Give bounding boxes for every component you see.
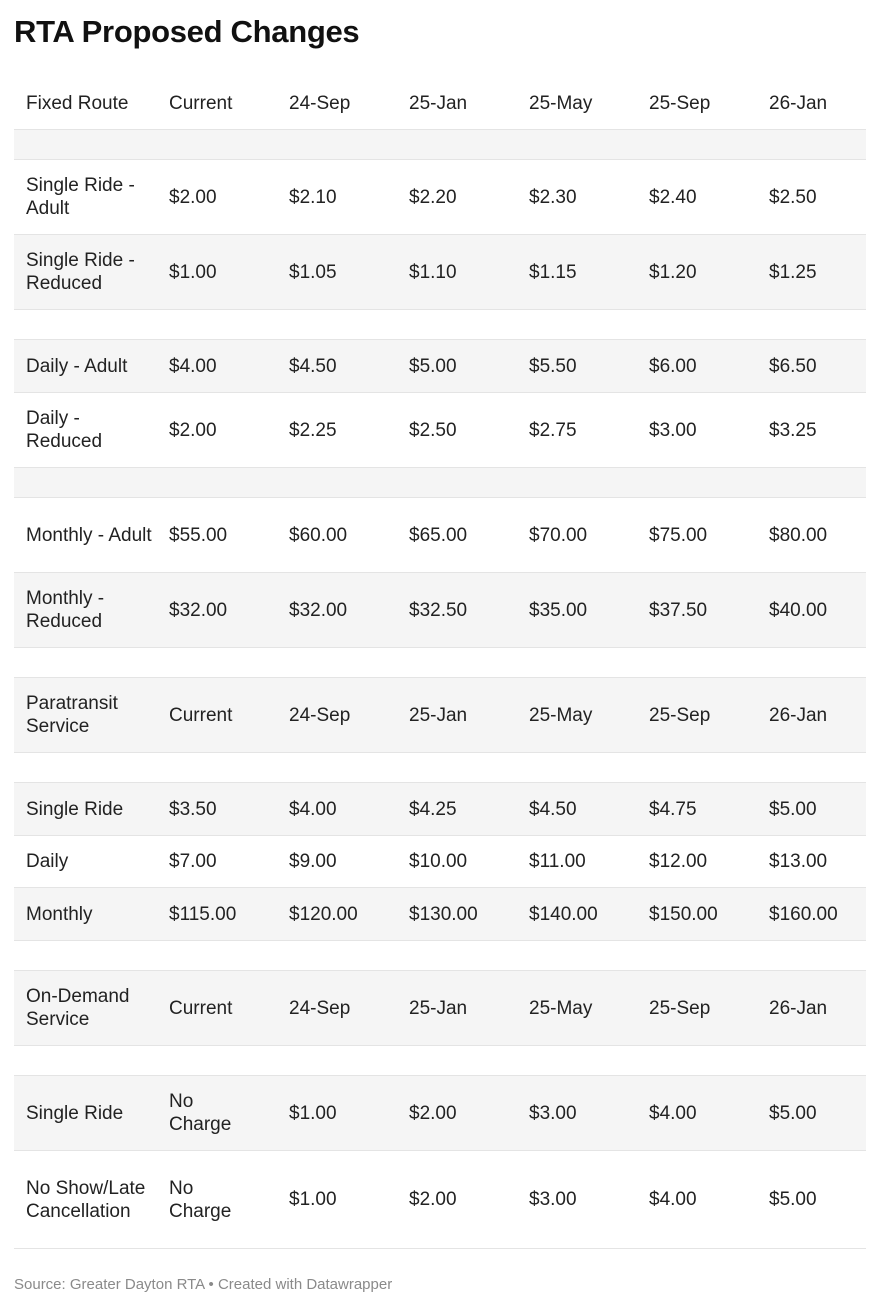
- table-cell: $6.00: [649, 355, 697, 377]
- table-cell: 25-May: [529, 997, 593, 1019]
- table-cell: $3.00: [529, 1102, 577, 1124]
- table-cell: $40.00: [769, 599, 828, 621]
- table-cell: $80.00: [769, 524, 828, 546]
- row-label: Monthly: [26, 903, 93, 925]
- table-cell: $1.10: [409, 261, 457, 283]
- spacer-row: [14, 753, 866, 783]
- row-label: Daily: [26, 851, 69, 872]
- table-cell: 25-Jan: [409, 704, 468, 726]
- table-cell: $130.00: [409, 903, 478, 925]
- spacer-row: [14, 648, 866, 678]
- table-cell: 25-Jan: [409, 93, 468, 114]
- row-label: Paratransit Service: [26, 693, 118, 737]
- table-cell: $65.00: [409, 524, 468, 546]
- table-row: [14, 1076, 866, 1151]
- spacer-row: [14, 1046, 866, 1076]
- table-cell: $2.40: [649, 186, 697, 208]
- table-cell: $2.20: [409, 186, 457, 208]
- table-cell: $3.25: [769, 419, 817, 441]
- fare-table: [14, 78, 866, 1249]
- chart-title: RTA Proposed Changes: [14, 14, 360, 49]
- table-cell: $120.00: [289, 903, 358, 925]
- table-cell: $5.00: [409, 355, 457, 377]
- table-cell: 25-Sep: [649, 93, 711, 114]
- row-label: Monthly - Adult: [26, 524, 152, 546]
- table-cell: $1.00: [169, 261, 217, 283]
- source-footer: Source: Greater Dayton RTA • Created with Datawrapper: [14, 1276, 393, 1293]
- table-cell: $4.50: [289, 355, 337, 377]
- table-cell: $5.00: [769, 1189, 817, 1210]
- table-cell: 25-Sep: [649, 997, 711, 1019]
- table-cell: $32.50: [409, 599, 468, 621]
- spacer-row: [14, 468, 866, 498]
- table-cell: $4.00: [649, 1189, 697, 1210]
- spacer-row: [14, 941, 866, 971]
- table-cell: $4.00: [289, 798, 337, 820]
- table-cell: 26-Jan: [769, 704, 828, 726]
- table-cell: 25-Jan: [409, 997, 468, 1019]
- table-cell: $3.00: [529, 1189, 577, 1210]
- table-row: [14, 160, 866, 235]
- table-cell: $2.25: [289, 419, 337, 441]
- table-row: [14, 971, 866, 1046]
- table-cell: $1.25: [769, 261, 817, 283]
- table-cell: $2.30: [529, 186, 577, 208]
- table-row: [14, 1151, 866, 1249]
- table-cell: $2.50: [769, 186, 817, 208]
- table-cell: $1.00: [289, 1189, 337, 1210]
- table-cell: $35.00: [529, 599, 588, 621]
- table-cell: $2.00: [169, 186, 217, 208]
- table-cell: $37.50: [649, 599, 708, 621]
- row-label: On-Demand Service: [26, 986, 130, 1030]
- table-cell: $32.00: [169, 599, 228, 621]
- table-cell: 26-Jan: [769, 93, 828, 114]
- table-cell: 25-May: [529, 704, 593, 726]
- spacer-row: [14, 130, 866, 160]
- table-cell: $150.00: [649, 903, 718, 925]
- table-row: [14, 783, 866, 836]
- table-cell: $4.75: [649, 798, 697, 820]
- table-row: [14, 836, 866, 888]
- table-row: [14, 498, 866, 573]
- table-cell: $5.00: [769, 798, 817, 820]
- table-cell: $10.00: [409, 851, 468, 872]
- table-cell: $70.00: [529, 524, 588, 546]
- table-cell: $1.15: [529, 261, 577, 283]
- table-cell: $160.00: [769, 903, 838, 925]
- table-cell: $5.50: [529, 355, 577, 377]
- row-label: Monthly - Reduced: [26, 588, 105, 632]
- table-cell: $12.00: [649, 851, 708, 872]
- table-cell: Current: [169, 997, 233, 1019]
- row-label: Single Ride: [26, 798, 124, 820]
- table-cell: $6.50: [769, 355, 817, 377]
- table-row: [14, 573, 866, 648]
- table-cell: 24-Sep: [289, 93, 351, 114]
- table-cell: $2.50: [409, 419, 457, 441]
- table-cell: Current: [169, 93, 233, 114]
- table-cell: $140.00: [529, 903, 598, 925]
- table-row: [14, 340, 866, 393]
- table-row: [14, 235, 866, 310]
- table-cell: $3.50: [169, 798, 217, 820]
- table-cell: $9.00: [289, 851, 337, 872]
- table-cell: $4.50: [529, 798, 577, 820]
- row-label: Daily - Adult: [26, 355, 128, 377]
- table-row: [14, 678, 866, 753]
- table-cell: 26-Jan: [769, 997, 828, 1019]
- table-row: [14, 888, 866, 941]
- table-cell: $4.00: [169, 355, 217, 377]
- table-cell: $13.00: [769, 851, 828, 872]
- table-cell: 25-May: [529, 93, 593, 114]
- table-row: [14, 393, 866, 468]
- table-cell: $60.00: [289, 524, 348, 546]
- table-cell: 24-Sep: [289, 704, 351, 726]
- table-cell: $4.25: [409, 798, 457, 820]
- table-cell: $7.00: [169, 851, 217, 872]
- table-cell: 24-Sep: [289, 997, 351, 1019]
- table-cell: $4.00: [649, 1102, 697, 1124]
- table-cell: $2.10: [289, 186, 337, 208]
- table-row: [14, 78, 866, 130]
- table-cell: $55.00: [169, 524, 228, 546]
- table-cell: $1.20: [649, 261, 697, 283]
- table-cell: 25-Sep: [649, 704, 711, 726]
- row-label: No Show/Late Cancellation: [26, 1177, 146, 1222]
- table-cell: $115.00: [169, 903, 237, 925]
- row-label: Single Ride: [26, 1102, 124, 1124]
- table-cell: $5.00: [769, 1102, 817, 1124]
- table-cell: $3.00: [649, 419, 697, 441]
- row-label: Single Ride - Reduced: [26, 250, 135, 294]
- table-cell: $75.00: [649, 524, 708, 546]
- table-cell: $1.00: [289, 1102, 337, 1124]
- table-cell: $2.00: [409, 1189, 457, 1210]
- table-cell: No Charge: [169, 1177, 232, 1222]
- table-cell: $2.00: [409, 1102, 457, 1124]
- table-cell: $32.00: [289, 599, 348, 621]
- row-label: Fixed Route: [26, 93, 129, 114]
- table-cell: $1.05: [289, 261, 337, 283]
- table-cell: $11.00: [529, 851, 586, 872]
- table-cell: $2.00: [169, 419, 217, 441]
- row-label: Single Ride - Adult: [26, 175, 135, 219]
- table-cell: Current: [169, 704, 233, 726]
- spacer-row: [14, 310, 866, 340]
- row-label: Daily - Reduced: [26, 408, 103, 452]
- table-cell: $2.75: [529, 419, 577, 441]
- table-cell: No Charge: [169, 1091, 232, 1135]
